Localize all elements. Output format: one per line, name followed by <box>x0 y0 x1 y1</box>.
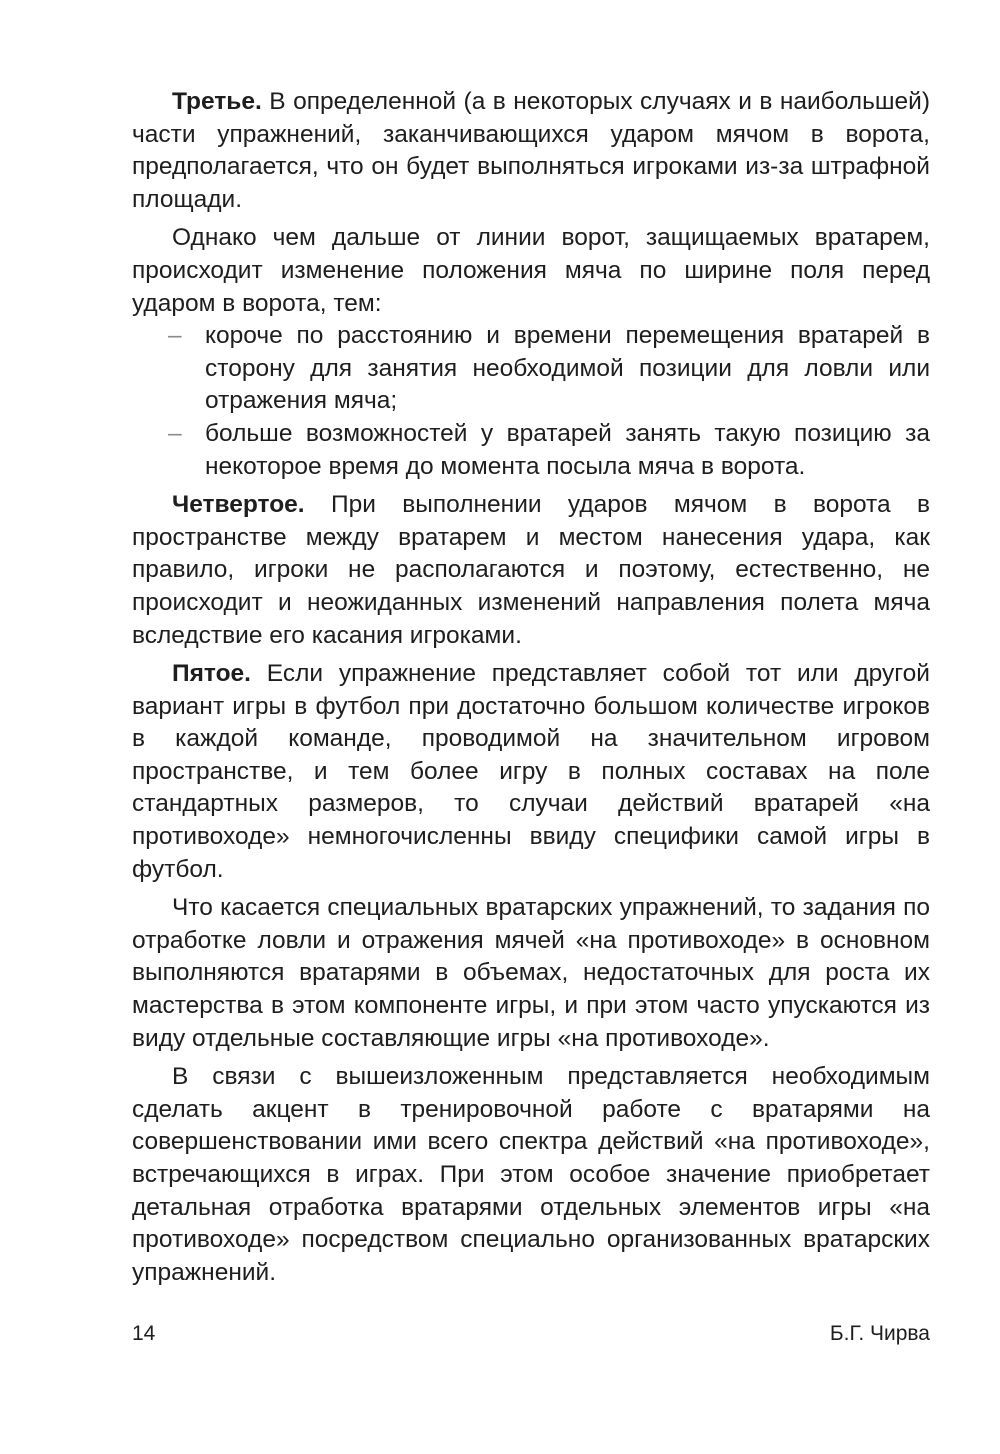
page-number: 14 <box>132 1322 156 1345</box>
list-item-text: больше возможностей у вратарей занять такую позицию за некоторое время до момента посыла мяча в ворота. <box>205 419 930 480</box>
page-body <box>132 86 930 1289</box>
paragraph-special-exercises <box>132 892 930 1055</box>
paragraph-text: Что касается специальных вратарских упражнений, то задания по отработке ловли и отражения мячей «на противоходе» в основном выполняются вратарями в объемах, недостаточных для роста их мастерства в этом компоненте игры, и при этом часто упускаются из виду отдельные составляющие игры «на противоходе». <box>132 894 930 1052</box>
paragraph-text: Однако чем дальше от линии ворот, защищаемых вратарем, происходит изменение положения мяча по ширине поля перед ударом в ворота, тем: <box>132 224 930 317</box>
paragraph-conclusion <box>132 1061 930 1289</box>
list-item <box>132 418 930 483</box>
paragraph-however <box>132 222 930 320</box>
paragraph-fourth <box>132 489 930 652</box>
author-name: Б.Г. Чирва <box>829 1322 930 1345</box>
paragraph-fifth <box>132 658 930 886</box>
dash-bullet-icon: – <box>168 322 182 350</box>
dash-bullet-icon: – <box>168 419 182 447</box>
paragraph-lead: Пятое. <box>172 660 251 688</box>
paragraph-lead: Четвертое. <box>172 491 305 519</box>
bullet-list <box>132 320 930 483</box>
paragraph-text: При выполнении ударов мячом в ворота в пространстве между вратарем и местом нанесения удара, как правило, игроки не располагаются и поэтому, естественно, не происходит и неожиданных изменений направления полета мяча вследствие его касания игроками. <box>132 491 930 649</box>
paragraph-text: Если упражнение представляет собой тот или другой вариант игры в футбол при достаточно большом количестве игроков в каждой команде, проводимой на значительном игровом пространстве, и тем более игру в полных составах на поле стандартных размеров, то случаи действий вратарей «на противоходе» немногочисленны ввиду специфики самой игры в футбол. <box>132 660 930 883</box>
paragraph-lead: Третье. <box>172 88 262 115</box>
list-item-text: короче по расстоянию и времени перемещения вратарей в сторону для занятия необходимой позиции для ловли или отражения мяча; <box>205 322 930 415</box>
paragraph-third <box>132 86 930 216</box>
list-item <box>132 320 930 418</box>
paragraph-text: В связи с вышеизложенным представляется необходимым сделать акцент в тренировочной работе с вратарями на совершенствовании ими всего спектра действий «на противоходе», встречающихся в играх. При этом особое значение приобретает детальная отработка вратарями отдельных элементов игры «на противоходе» посредством специально организованных вратарских упражнений. <box>132 1063 930 1286</box>
paragraph-text: В определенной (а в некоторых случаях и в наибольшей) части упражнений, заканчивающихся ударом мячом в ворота, предполагается, что он будет выполняться игроками из-за штрафной площади. <box>132 88 930 213</box>
